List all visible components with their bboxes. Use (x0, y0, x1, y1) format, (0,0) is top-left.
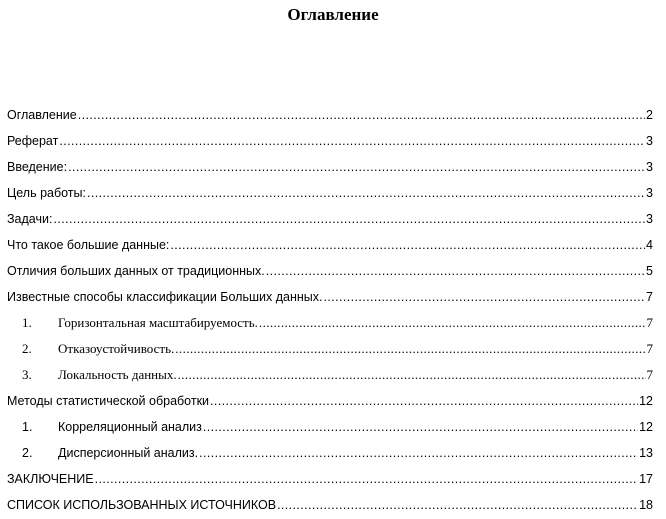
toc-entry-text: Цель работы: (7, 186, 86, 200)
toc-entry-text: Корреляционный анализ (58, 420, 202, 434)
toc-entry-page: 12 (639, 394, 653, 408)
toc-subentry[interactable] (7, 312, 653, 334)
toc-entry-text: Что такое большие данные: (7, 238, 170, 252)
toc-leader-dots (203, 416, 638, 438)
toc-entry-text: Отказоустойчивость. (58, 341, 175, 356)
toc-leader-dots (199, 442, 638, 464)
toc-leader-dots (210, 390, 638, 412)
toc-entry[interactable] (7, 234, 653, 256)
toc-entry-page: 7 (646, 315, 653, 330)
toc-leader-dots (59, 130, 645, 152)
toc-entry[interactable] (7, 286, 653, 308)
toc-leader-dots (323, 286, 645, 308)
toc-entry-page: 17 (639, 472, 653, 486)
toc-entry-page: 3 (646, 160, 653, 174)
toc-leader-dots (277, 494, 638, 516)
toc-leader-dots (95, 468, 638, 490)
toc-subentry[interactable] (7, 442, 653, 464)
toc-leader-dots (266, 260, 645, 282)
toc-entry-page: 7 (646, 341, 653, 356)
toc-entry-page: 18 (639, 498, 653, 512)
toc-entry-number: 2. (22, 341, 32, 356)
toc-entry-text: Отличия больших данных от традиционных. (7, 264, 265, 278)
toc-entry-page: 4 (646, 238, 653, 252)
toc-entry-text: Задачи: (7, 212, 53, 226)
toc-entry-page: 2 (646, 108, 653, 122)
toc-entry-page: 3 (646, 134, 653, 148)
toc-entry[interactable] (7, 156, 653, 178)
toc-entry[interactable] (7, 390, 653, 412)
toc-entry[interactable] (7, 130, 653, 152)
toc-entry-page: 3 (646, 186, 653, 200)
toc-entry-number: 1. (22, 420, 33, 434)
toc-entry-text: Оглавление (7, 108, 77, 122)
toc-leader-dots (87, 182, 645, 204)
toc-entry-number: 1. (22, 315, 32, 330)
toc-leader-dots (53, 208, 645, 230)
toc-subentry[interactable] (7, 338, 653, 360)
toc-entry-page: 13 (639, 446, 653, 460)
toc-entry[interactable] (7, 182, 653, 204)
toc-entry[interactable] (7, 468, 653, 490)
toc-entry-page: 12 (639, 420, 653, 434)
toc-leader-dots (259, 312, 646, 334)
toc-entry-page: 3 (646, 212, 653, 226)
toc-entry-text: СПИСОК ИСПОЛЬЗОВАННЫХ ИСТОЧНИКОВ (7, 498, 277, 512)
toc-entry-text: Реферат (7, 134, 59, 148)
toc-entry-page: 5 (646, 264, 653, 278)
document-title: Оглавление (287, 5, 379, 24)
toc-entry-number: 2. (22, 446, 33, 460)
toc-entry[interactable] (7, 208, 653, 230)
toc-leader-dots (175, 338, 645, 360)
toc-entry-text: Горизонтальная масштабируемость. (58, 315, 258, 330)
toc-entry-text: ЗАКЛЮЧЕНИЕ (7, 472, 94, 486)
toc-entry-text: Локальность данных. (58, 367, 177, 382)
toc-entry-text: Методы статистической обработки (7, 394, 210, 408)
toc-leader-dots (68, 156, 645, 178)
toc-entry[interactable] (7, 494, 653, 516)
toc-entry-text: Известные способы классификации Больших данных. (7, 290, 323, 304)
toc-subentry[interactable] (7, 364, 653, 386)
toc-leader-dots (178, 364, 646, 386)
toc-entry-page: 7 (646, 290, 653, 304)
toc-entry-text: Дисперсионный анализ. (58, 446, 199, 460)
toc-subentry[interactable] (7, 416, 653, 438)
toc-entry-page: 7 (646, 367, 653, 382)
toc-leader-dots (78, 104, 645, 126)
toc-leader-dots (170, 234, 645, 256)
toc-entry[interactable] (7, 260, 653, 282)
toc-entry-number: 3. (22, 367, 32, 382)
toc-entry-text: Введение: (7, 160, 68, 174)
toc-entry[interactable] (7, 104, 653, 126)
